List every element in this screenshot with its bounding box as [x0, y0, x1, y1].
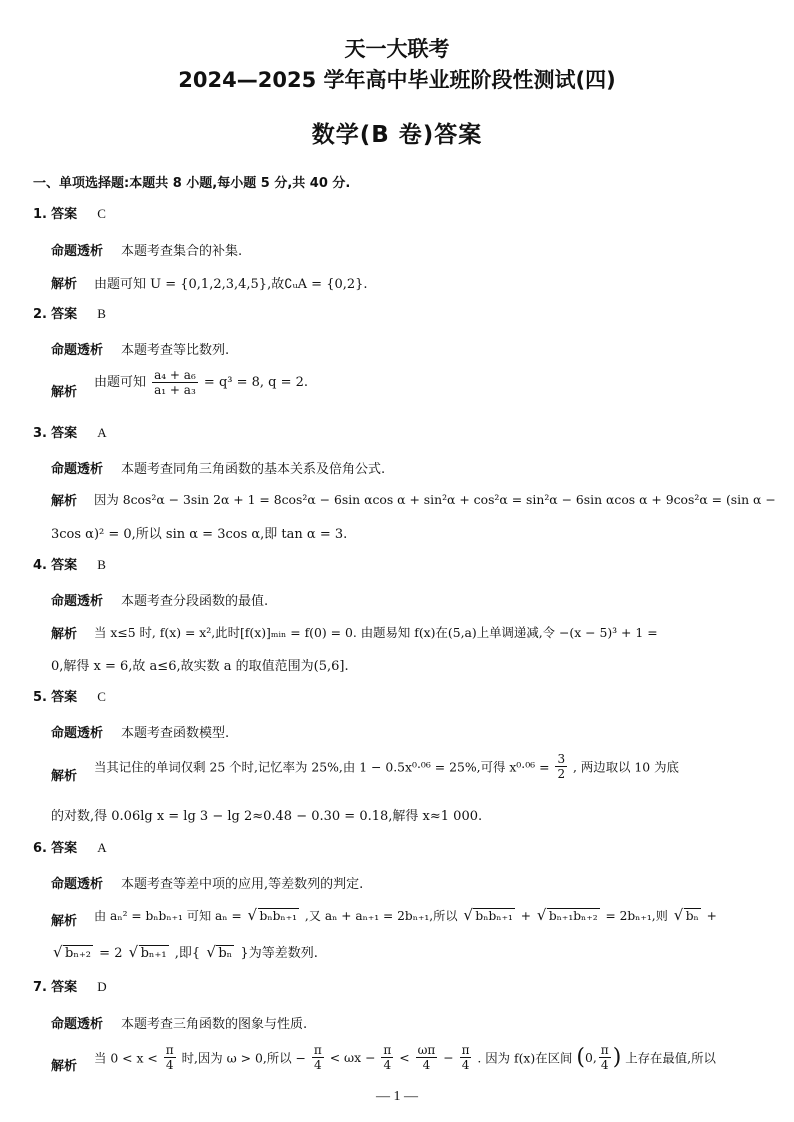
intent-label: 命题透析	[51, 726, 104, 741]
fraction-denominator: 2	[557, 767, 566, 781]
fraction-omega-pi-over-4	[416, 1043, 438, 1072]
answer-value: D	[97, 979, 107, 994]
fraction-numerator: π	[383, 1043, 392, 1057]
analysis-text: 当 x≤5 时, f(x) = x²,此时[f(x)]ₘᵢₙ = f(0) = 0. 由题易知 f(x)在(5,a)上单调递减,令 −(x − 5)³ + 1 =	[94, 625, 658, 640]
sqrt-expression	[206, 945, 234, 961]
answer-label: 答案	[51, 207, 78, 222]
analysis-part: }为等差数列.	[240, 946, 318, 961]
question-number: 2.	[33, 307, 47, 322]
analysis-part: = 2bₙ₊₁,则	[605, 909, 668, 923]
answer-label: 答案	[51, 841, 78, 856]
sqrt-expression	[129, 945, 169, 961]
analysis-text-continued: 3cos α)² = 0,所以 sin α = 3cos α,即 tan α = 3.	[51, 527, 348, 542]
intent-text: 本题考查集合的补集.	[121, 244, 243, 259]
interval-left: 0,	[584, 1050, 597, 1065]
radicand: bₙ	[685, 909, 699, 923]
answer-value: A	[97, 425, 107, 440]
radicand: bₙ	[218, 946, 233, 961]
paper-title: 数学(B 卷)答案	[311, 122, 483, 148]
intent-label: 命题透析	[51, 594, 104, 609]
analysis-label: 解析	[51, 914, 78, 929]
fraction-numerator: ωπ	[417, 1043, 436, 1057]
fraction-numerator: 3	[557, 752, 566, 766]
question-number: 3.	[33, 426, 47, 441]
answer-label: 答案	[51, 558, 78, 573]
question-6-answer-line	[33, 839, 107, 858]
analysis-suffix: , 两边取以 10 为底	[573, 759, 679, 775]
analysis-part: ,又 aₙ + aₙ₊₁ = 2bₙ₊₁,所以	[304, 909, 458, 923]
section-heading: 一、单项选择题:本题共 8 小题,每小题 5 分,共 40 分.	[33, 176, 351, 191]
radicand: bₙ₊₁	[140, 946, 167, 961]
analysis-label: 解析	[51, 627, 78, 642]
analysis-part: 当 0 < x <	[94, 1050, 158, 1066]
intent-label: 命题透析	[51, 244, 104, 259]
fraction-pi-over-4	[381, 1043, 393, 1072]
analysis-part: −	[443, 1050, 454, 1065]
question-7-answer-line	[33, 978, 107, 997]
answer-label: 答案	[51, 690, 78, 705]
intent-label: 命题透析	[51, 1017, 104, 1032]
question-number: 1.	[33, 207, 47, 222]
answer-value: A	[97, 840, 107, 855]
analysis-text	[94, 907, 717, 924]
question-5-answer-line	[33, 688, 106, 707]
analysis-label: 解析	[51, 385, 78, 400]
question-3-answer-line	[33, 424, 107, 443]
radicand: bₙ₊₂	[65, 946, 92, 961]
analysis-part: = 2	[99, 946, 123, 961]
fraction-denominator: 4	[314, 1058, 322, 1072]
intent-text: 本题考查分段函数的最值.	[121, 594, 269, 609]
analysis-text-continued: 的对数,得 0.06lg x = lg 3 − lg 2≈0.48 − 0.30 = 0.18,解得 x≈1 000.	[51, 809, 483, 824]
question-1-answer-line	[33, 205, 106, 224]
intent-text: 本题考查函数模型.	[121, 726, 230, 741]
fraction-three-halves	[555, 752, 567, 781]
question-number: 4.	[33, 558, 47, 573]
analysis-label: 解析	[51, 769, 78, 784]
analysis-part: . 因为 f(x)在区间	[477, 1050, 573, 1066]
answer-value: C	[97, 689, 106, 704]
analysis-text	[94, 368, 308, 397]
analysis-text	[94, 752, 679, 781]
plus-sign: +	[520, 909, 535, 923]
analysis-text: 由题可知 U = {0,1,2,3,4,5},故∁ᵤA = {0,2}.	[94, 277, 368, 292]
exam-organizer-title: 天一大联考	[344, 37, 450, 61]
intent-label: 命题透析	[51, 877, 104, 892]
analysis-label: 解析	[51, 277, 78, 292]
question-4-answer-line	[33, 556, 106, 575]
question-number: 6.	[33, 841, 47, 856]
fraction-denominator: 4	[422, 1058, 431, 1072]
radicand: bₙbₙ₊₁	[259, 909, 298, 923]
analysis-text	[94, 1043, 716, 1072]
fraction-numerator: a₄ + a₆	[154, 368, 196, 382]
sqrt-expression	[674, 908, 701, 924]
answer-label: 答案	[51, 980, 78, 995]
answer-label: 答案	[51, 426, 78, 441]
fraction-denominator: a₁ + a₃	[154, 383, 196, 397]
fraction-pi-over-4	[460, 1043, 472, 1072]
open-paren: (	[576, 1045, 585, 1070]
analysis-part: ,即{	[174, 946, 201, 961]
intent-text: 本题考查同角三角函数的基本关系及倍角公式.	[121, 462, 386, 477]
analysis-part: <	[399, 1050, 410, 1065]
sqrt-expression	[463, 908, 514, 924]
exam-session-title: 2024—2025 学年高中毕业班阶段性测试(四)	[178, 68, 616, 92]
analysis-part: +	[706, 909, 717, 923]
fraction-denominator: 4	[383, 1058, 392, 1072]
fraction-numerator: π	[600, 1043, 609, 1057]
fraction-numerator: π	[165, 1043, 174, 1057]
intent-label: 命题透析	[51, 343, 104, 358]
answer-label: 答案	[51, 307, 78, 322]
sqrt-expression	[537, 908, 600, 924]
analysis-label: 解析	[51, 1059, 78, 1074]
fraction-numerator: π	[461, 1043, 470, 1057]
analysis-text-continued	[51, 942, 318, 961]
fraction-pi-over-4	[164, 1043, 176, 1072]
analysis-part: 由 aₙ² = bₙbₙ₊₁ 可知 aₙ =	[94, 909, 246, 923]
analysis-text-continued: 0,解得 x = 6,故 a≤6,故实数 a 的取值范围为(5,6].	[51, 659, 349, 674]
intent-text: 本题考查等差中项的应用,等差数列的判定.	[121, 877, 364, 892]
answer-value: C	[97, 206, 106, 221]
sqrt-expression	[248, 908, 299, 924]
fraction-denominator: 4	[600, 1058, 609, 1072]
radicand: bₙbₙ₊₁	[475, 909, 513, 923]
close-paren: )	[612, 1045, 622, 1070]
fraction-denominator: 4	[165, 1058, 174, 1072]
answer-value: B	[97, 306, 106, 321]
analysis-label: 解析	[51, 494, 78, 509]
analysis-prefix: 当其记住的单词仅剩 25 个时,记忆率为 25%,由 1 − 0.5x⁰·⁰⁶ = 25%,可得 x⁰·⁰⁶ =	[94, 759, 550, 775]
intent-text: 本题考查三角函数的图象与性质.	[121, 1017, 308, 1032]
answer-value: B	[97, 557, 106, 572]
analysis-part: 上存在最值,所以	[625, 1050, 716, 1066]
radicand: bₙ₊₁bₙ₊₂	[548, 909, 598, 923]
analysis-part: < ωx −	[329, 1050, 376, 1065]
intent-text: 本题考查等比数列.	[121, 343, 230, 358]
sqrt-expression	[53, 945, 93, 961]
fraction-denominator: 4	[461, 1058, 470, 1072]
question-2-answer-line	[33, 305, 106, 324]
intent-label: 命题透析	[51, 462, 104, 477]
question-number: 7.	[33, 980, 47, 995]
fraction-pi-over-4	[599, 1043, 611, 1072]
analysis-part: 时,因为 ω > 0,所以 −	[181, 1050, 306, 1066]
page-number: — 1 —	[376, 1089, 418, 1104]
question-number: 5.	[33, 690, 47, 705]
analysis-prefix: 由题可知	[94, 375, 147, 390]
analysis-suffix: = q³ = 8, q = 2.	[203, 375, 309, 390]
analysis-text: 因为 8cos²α − 3sin 2α + 1 = 8cos²α − 6sin αcos α + sin²α + cos²α = sin²α − 6sin αcos α + 9cos²α = (sin α −	[94, 492, 776, 507]
ratio-fraction	[152, 368, 198, 397]
fraction-numerator: π	[313, 1043, 322, 1057]
fraction-pi-over-4	[312, 1043, 324, 1072]
